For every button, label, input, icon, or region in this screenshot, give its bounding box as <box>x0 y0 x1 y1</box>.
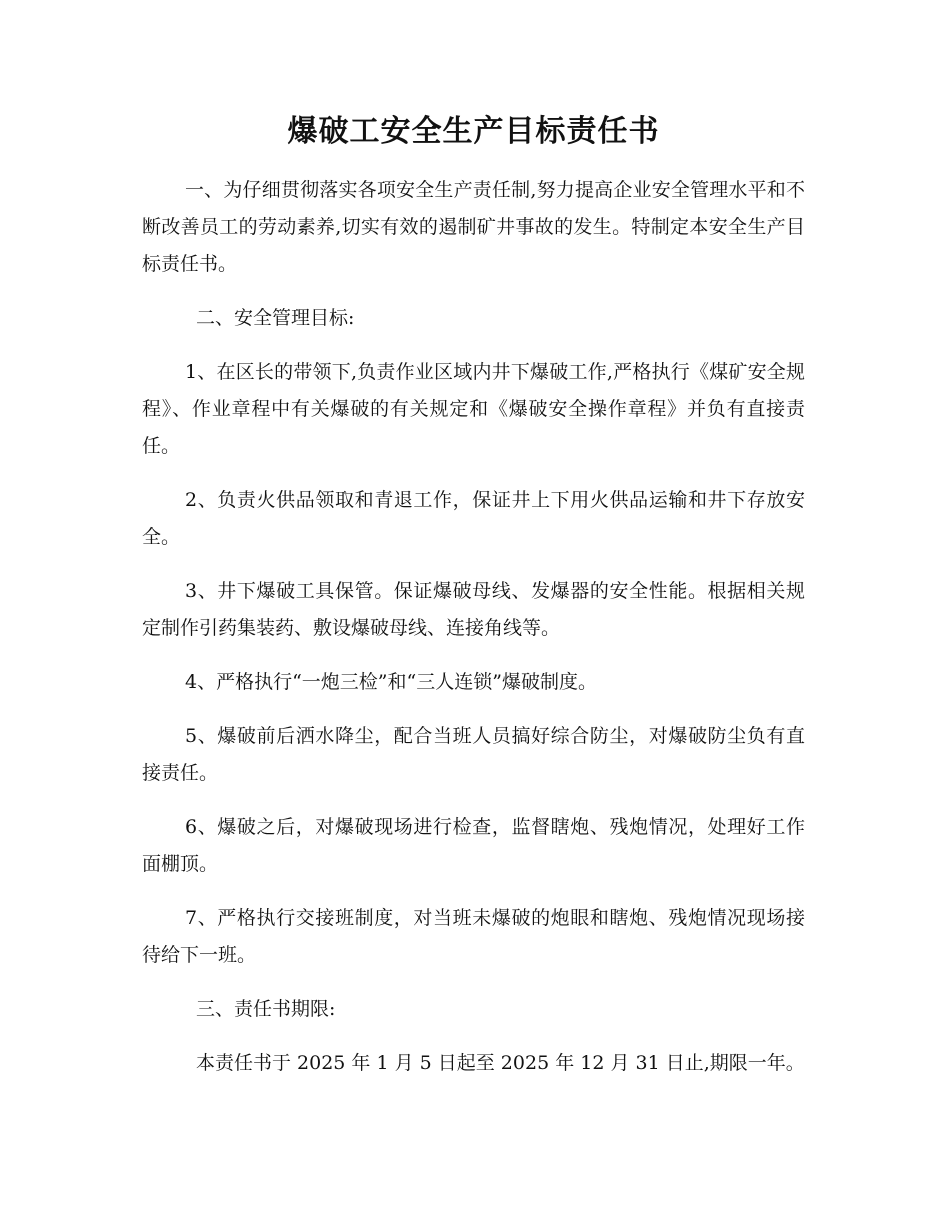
goal-item-5: 5、爆破前后洒水降尘，配合当班人员搞好综合防尘，对爆破防尘负有直接责任。 <box>142 725 805 784</box>
document-title: 爆破工安全生产目标责任书 <box>287 114 660 149</box>
goal-item-3: 3、井下爆破工具保管。保证爆破母线、发爆器的安全性能。根据相关规定制作引药集装药、敷设爆破母线、连接角线等。 <box>142 580 805 639</box>
goal-item-1: 1、在区长的带领下,负责作业区域内井下爆破工作,严格执行《煤矿安全规程》、作业章程中有关爆破的有关规定和《爆破安全操作章程》并负有直接责任。 <box>142 361 805 457</box>
section-heading-term: 三、责任书期限: <box>196 998 336 1020</box>
goal-item-7: 7、严格执行交接班制度，对当班未爆破的炮眼和瞎炮、残炮情况现场接待给下一班。 <box>142 907 805 966</box>
section-heading-goals: 二、安全管理目标: <box>196 307 355 329</box>
goal-item-4: 4、严格执行“一炮三检”和“三人连锁”爆破制度。 <box>185 671 597 693</box>
paragraph-intro: 一、为仔细贯彻落实各项安全生产责任制,努力提高企业安全管理水平和不断改善员工的劳动素养,切实有效的遏制矿井事故的发生。特制定本安全生产目标责任书。 <box>142 179 805 275</box>
term-statement: 本责任书于 2025 年 1 月 5 日起至 2025 年 12 月 31 日止,期限一年。 <box>196 1052 805 1074</box>
goal-item-6: 6、爆破之后，对爆破现场进行检查，监督瞎炮、残炮情况，处理好工作面棚顶。 <box>142 816 805 875</box>
goal-item-2: 2、负责火供品领取和青退工作，保证井上下用火供品运输和井下存放安全。 <box>142 489 805 548</box>
document-body <box>142 112 805 1082</box>
